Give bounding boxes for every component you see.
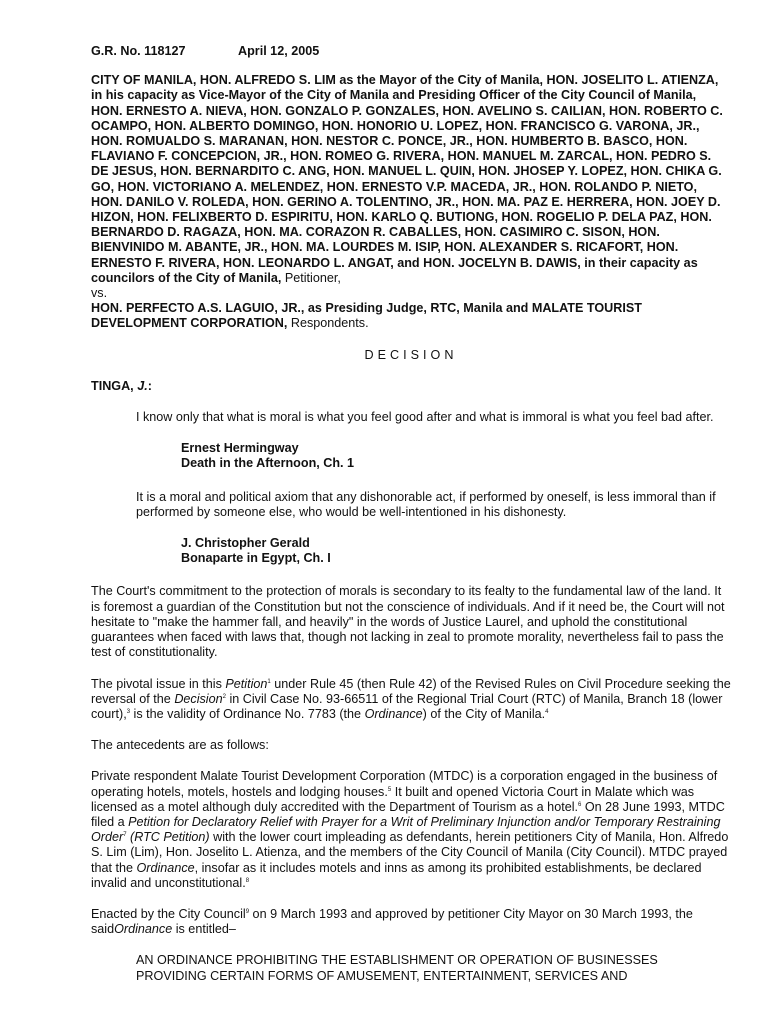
text-run-italic: Ordinance (114, 922, 173, 937)
decision-document (91, 44, 731, 984)
text-run-italic: Decision (174, 691, 223, 706)
text-run: is the validity of Ordinance No. 7783 (the (130, 706, 365, 721)
text-run: under Rule 45 (then Rule 42) of the Revised Rules on Civil Procedure seeking the reversal of the (91, 676, 731, 706)
versus-label: vs. (91, 286, 108, 301)
epigraph-attribution (181, 536, 731, 566)
ponente-colon: : (147, 378, 152, 393)
epigraph-quote: It is a moral and political axiom that any dishonorable act, if performed by oneself, is less immoral than if performed by someone else, who would be well-intentioned in his dishonesty. (136, 489, 716, 519)
text-run: Enacted by the City Council (91, 906, 246, 921)
ponente-suffix: J. (137, 378, 148, 393)
petitioner-role: Petitioner, (281, 270, 341, 285)
epigraph-source: Death in the Afternoon, Ch. 1 (181, 456, 355, 471)
footnote-ref[interactable]: 8 (245, 877, 250, 884)
body-paragraph: The antecedents are as follows: (91, 738, 269, 753)
text-run-italic: (RTC Petition) (126, 830, 210, 845)
petitioners-block (91, 73, 731, 286)
text-run: is entitled– (172, 922, 236, 937)
text-run: The pivotal issue in this (91, 676, 226, 691)
epigraph-author: Ernest Hermingway (181, 441, 299, 456)
body-paragraph (91, 907, 731, 937)
text-run: Private respondent Malate Tourist Development Corporation (MTDC) is a corporation engaged in the business of operating hotels, motels, hostels and lodging houses. (91, 769, 718, 799)
footnote-ref[interactable]: 7 (123, 832, 127, 839)
text-run: It built and opened Victoria Court in Malate which was licensed as a motel although duly accredited with the Department of Tourism as a hotel. (91, 784, 695, 814)
body-paragraph: The Court's commitment to the protection of morals is secondary to its fealty to the fundamental law of the land. It is foremost a guardian of the Constitution but not the conscience of individuals. And if it need be, the Court will not hesitate to "make the hammer fall, and heavily" in the words of Justice Laurel, and uphold the constitutional guarantees when faced with laws that, though not lacking in zeal to promote morality, nevertheless fail to pass the test of constitutionality. (91, 584, 725, 660)
case-header (91, 44, 731, 59)
epigraph-source: Bonaparte in Egypt, Ch. I (181, 551, 331, 566)
footnote-ref[interactable]: 4 (545, 708, 549, 715)
text-run-italic: Petition (225, 676, 268, 691)
respondents-names: HON. PERFECTO A.S. LAGUIO, JR., as Presiding Judge, RTC, Manila and MALATE TOURIST DEVELOPMENT CORPORATION, (91, 301, 642, 331)
footnote-ref[interactable]: 2 (222, 693, 226, 700)
body-paragraph (91, 677, 731, 723)
gr-number: G.R. No. 118127 (91, 44, 186, 58)
text-run-italic: Ordinance (364, 706, 423, 721)
epigraph-author: J. Christopher Gerald (181, 536, 310, 551)
decision-heading: DECISION (364, 347, 458, 362)
ponente (91, 379, 731, 394)
ponente-name: TINGA, (91, 378, 138, 393)
text-run: with the lower court impleading as defendants, herein petitioners City of Manila, Hon. Alfredo S. Lim (Lim), Hon. Joselito L. Atienza, and the members of the City Council of Manila (City Council). MTDC prayed that the (91, 830, 729, 875)
footnote-ref[interactable]: 6 (578, 801, 582, 808)
decision-date: April 12, 2005 (238, 44, 320, 58)
text-run: on 9 March 1993 and approved by petitioner City Mayor on 30 March 1993, the said (91, 906, 693, 937)
text-run: On 28 June 1993, MTDC filed a (91, 799, 725, 829)
footnote-ref[interactable]: 9 (245, 908, 250, 915)
respondent-role: Respondents. (287, 316, 369, 331)
footnote-ref[interactable]: 1 (267, 678, 271, 685)
epigraph-attribution (181, 441, 731, 471)
epigraph-quote: I know only that what is moral is what you feel good after and what is immoral is what you feel bad after. (136, 410, 714, 425)
text-run-italic: Ordinance (136, 860, 195, 875)
footnote-ref[interactable]: 3 (126, 708, 131, 715)
respondents-block (91, 301, 731, 331)
text-run-italic: Petition for Declaratory Relief with Prayer for a Writ of Preliminary Injunction and/or Temporary Restraining Order (91, 814, 721, 845)
body-paragraph (91, 769, 731, 891)
text-run: in Civil Case No. 93-66511 of the Regional Trial Court (RTC) of Manila, Branch 18 (lower court), (91, 691, 723, 721)
text-run: , insofar as it includes motels and inns as among its prohibited establishments, be declared invalid and unconstitutional. (91, 860, 702, 890)
footnote-ref[interactable]: 5 (387, 786, 392, 793)
ordinance-title-quote: AN ORDINANCE PROHIBITING THE ESTABLISHMENT OR OPERATION OF BUSINESSES PROVIDING CERTAIN FORMS OF AMUSEMENT, ENTERTAINMENT, SERVICES AND (136, 953, 658, 983)
petitioners-names: CITY OF MANILA, HON. ALFREDO S. LIM as the Mayor of the City of Manila, HON. JOSELITO L. ATIENZA, in his capacity as Vice-Mayor of the City of Manila and Presiding Officer of the City Council of Manila, HON. ERNESTO A. NIEVA, HON. GONZALO P. GONZALES, HON. AVELINO S. CAILIAN, HON. ROBERTO C. OCAMPO, HON. ALBERTO DOMINGO, HON. HONORIO U. LOPEZ, HON. FRANCISCO G. VARONA, JR., HON. ROMUALDO S. MARANAN, HON. NESTOR C. PONCE, JR., HON. HUMBERTO B. BASCO, HON. FLAVIANO F. CONCEPCION, JR., HON. ROMEO G. RIVERA, HON. MANUEL M. ZARCAL, HON. PEDRO S. DE JESUS, HON. BERNARDITO C. ANG, HON. MANUEL L. QUIN, HON. JHOSEP Y. LOPEZ, HON. CHIKA G. GO, HON. VICTORIANO A. MELENDEZ, HON. ERNESTO V.P. MACEDA, JR., HON. ROLANDO P. NIETO, HON. DANILO V. ROLEDA, HON. GERINO A. TOLENTINO, JR., HON. MA. PAZ E. HERRERA, HON. JOEY D. HIZON, HON. FELIXBERTO D. ESPIRITU, HON. KARLO Q. BUTIONG, HON. ROGELIO P. DELA PAZ, HON. BERNARDO D. RAGAZA, HON. MA. CORAZON R. CABALLES, HON. CASIMIRO C. SISON, HON. BIENVINIDO M. ABANTE, JR., HON. MA. LOURDES M. ISIP, HON. ALEXANDER S. RICAFORT, HON. ERNESTO F. RIVERA, HON. LEONARDO L. ANGAT, and HON. JOCELYN B. DAWIS, in their capacity as councilors of the City of Manila, (91, 73, 723, 285)
text-run: ) of the City of Manila. (422, 706, 546, 721)
